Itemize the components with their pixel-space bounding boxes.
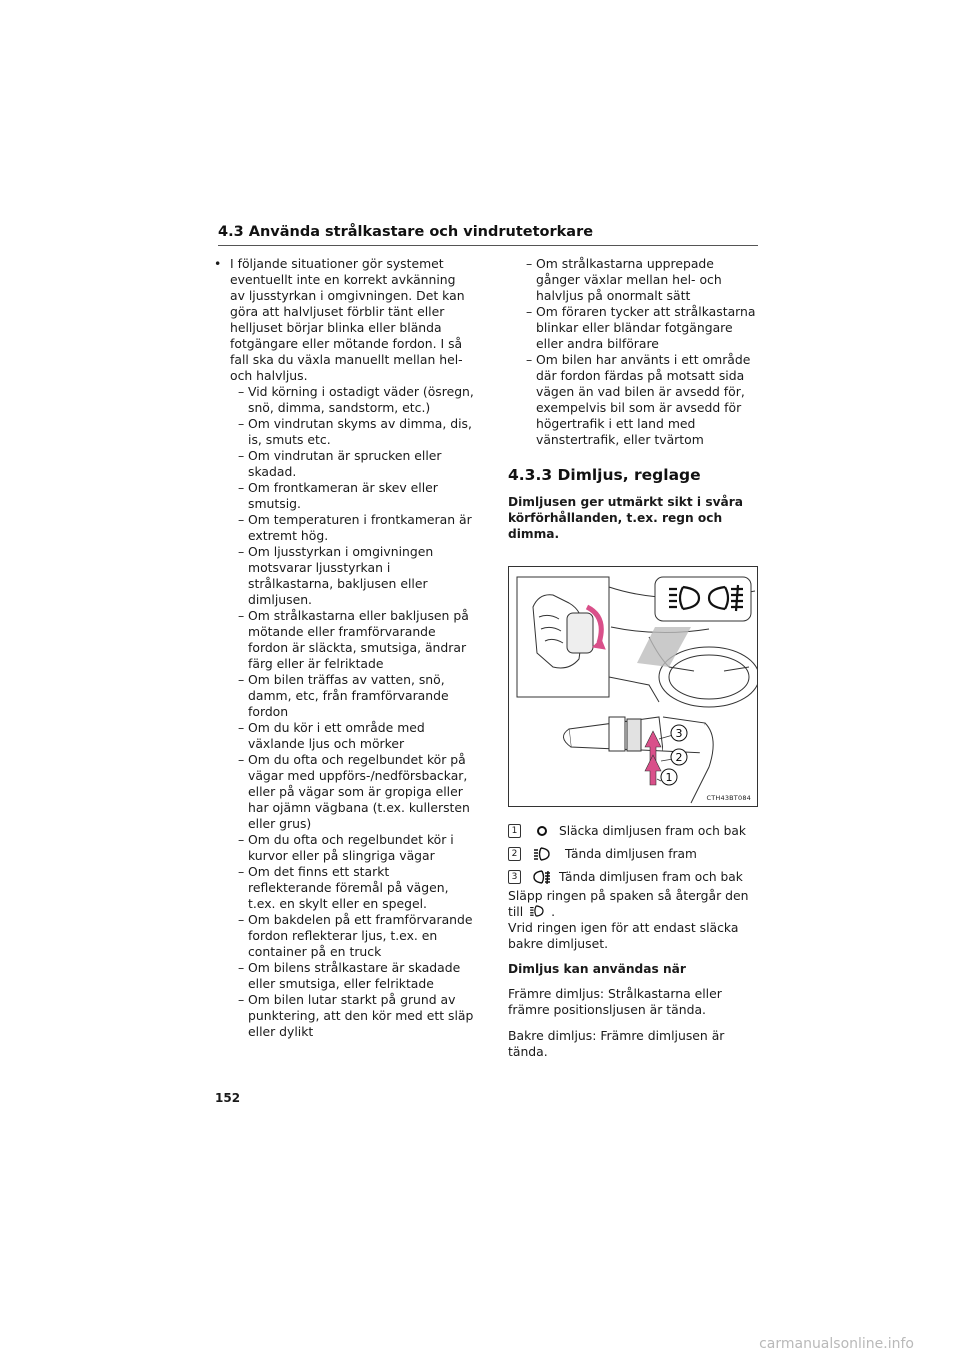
condition-item [212, 480, 474, 512]
condition-text: Om bilen lutar starkt på grund av punktering, att den kör med ett släp eller dylikt [248, 992, 474, 1039]
condition-item [212, 864, 474, 912]
watermark: carmanualsonline.info [759, 1336, 914, 1352]
stalk-detail [563, 717, 713, 803]
subsection-title: 4.3.3 Dimljus, reglage [508, 466, 701, 484]
dash-mark: – [526, 352, 533, 367]
rear-fog-usage: Bakre dimljus: Främre dimljusen är tända. [508, 1028, 725, 1059]
callout-1: 1 [665, 771, 673, 784]
switch-diagram-svg [509, 567, 757, 806]
page-number: 152 [215, 1091, 241, 1105]
condition-item [508, 256, 760, 304]
condition-item [508, 352, 760, 448]
condition-item [212, 544, 474, 608]
zoom-beam [637, 627, 691, 667]
dash-mark: – [238, 992, 245, 1007]
condition-text: Om du ofta och regelbundet kör i kurvor eller på slingriga vägar [248, 832, 454, 863]
dash-mark: – [238, 480, 245, 495]
turn-text: Vrid ringen igen för att endast släcka bakre dimljuset. [508, 920, 739, 951]
hand-inset [517, 577, 609, 697]
condition-item [212, 752, 474, 832]
condition-text: Om vindrutan skyms av dimma, dis, is, smuts etc. [248, 416, 472, 447]
condition-item [212, 448, 474, 480]
rear-fog-light-icon [533, 870, 551, 884]
front-fog-usage: Främre dimljus: Strålkastarna eller främre positionsljusen är tända. [508, 986, 722, 1017]
legend-text: Släcka dimljusen fram och bak [559, 823, 746, 838]
release-paragraph [508, 888, 760, 920]
dash-mark: – [238, 864, 245, 879]
dash-mark: – [238, 912, 245, 927]
condition-text: Om frontkameran är skev eller smutsig. [248, 480, 438, 511]
dash-mark: – [238, 448, 245, 463]
condition-list [212, 384, 474, 1040]
condition-item [212, 384, 474, 416]
legend-row-3 [508, 865, 760, 888]
condition-text: Om det finns ett starkt reflekterande föremål på vägen, t.ex. en skylt eller en spegel. [248, 864, 449, 911]
condition-item [212, 832, 474, 864]
legend-text: Tända dimljusen fram [565, 846, 697, 861]
condition-text: Om vindrutan är sprucken eller skadad. [248, 448, 442, 479]
condition-list-continued [508, 256, 760, 448]
condition-text: Om strålkastarna upprepade gånger växlar mellan hel- och halvljus på onormalt sätt [536, 256, 722, 303]
dash-mark: – [238, 720, 245, 735]
legend-number: 3 [508, 870, 521, 884]
dash-mark: – [238, 608, 245, 623]
legend-text: Tända dimljusen fram och bak [559, 869, 743, 884]
legend-row-2 [508, 842, 760, 865]
release-text: Släpp ringen på spaken så återgår den [508, 888, 749, 903]
condition-item [212, 672, 474, 720]
condition-item [212, 512, 474, 544]
condition-text: Om ljusstyrkan i omgivningen motsvarar ljusstyrkan i strålkastarna, bakljusen eller dimljusen. [248, 544, 434, 607]
condition-item [212, 912, 474, 960]
legend-number: 1 [508, 824, 521, 838]
condition-text: Om du kör i ett område med växlande ljus och mörker [248, 720, 425, 751]
condition-text: Om du ofta och regelbundet kör på vägar med uppförs-/nedförsbackar, eller på vägar som är gropiga eller har ojämn vägbana (t.ex. kullersten eller grus) [248, 752, 470, 831]
dash-mark: – [238, 960, 245, 975]
dash-mark: – [238, 384, 245, 399]
callout-3: 3 [675, 727, 683, 740]
right-column [508, 256, 760, 1060]
condition-item [212, 992, 474, 1040]
dash-mark: – [238, 752, 245, 767]
condition-item [212, 720, 474, 752]
dash-mark: – [238, 672, 245, 687]
release-text-till: till [508, 904, 524, 919]
dash-mark: – [238, 832, 245, 847]
condition-text: Om bakdelen på ett framförvarande fordon reflekterar ljus, t.ex. en container på en truck [248, 912, 473, 959]
condition-text: Om föraren tycker att strålkastarna blinkar eller bländar fotgängare eller andra bilförare [536, 304, 756, 351]
intro-bullet [212, 256, 474, 384]
condition-text: Om bilen träffas av vatten, snö, damm, etc, från framförvarande fordon [248, 672, 449, 719]
dash-mark: – [526, 304, 533, 319]
dash-mark: – [238, 544, 245, 559]
dash-mark: – [238, 512, 245, 527]
front-fog-light-icon [529, 905, 545, 917]
condition-text: Om bilens strålkastare är skadade eller smutsiga, eller felriktade [248, 960, 461, 991]
left-column [212, 256, 474, 1040]
callout-2: 2 [675, 751, 683, 764]
condition-item [212, 608, 474, 672]
section-title: 4.3 Använda strålkastare och vindrutetorkare [218, 224, 758, 246]
condition-text: Om bilen har använts i ett område där fordon färdas på motsatt sida vägen än vad bilen är avsedd för, exempelvis bil som är avsedd för högertrafik i ett land med vänstertrafik, eller tvärtom [536, 352, 751, 447]
lead-text: Dimljusen ger utmärkt sikt i svåra körförhållanden, t.ex. regn och dimma. [508, 495, 744, 541]
usage-heading: Dimljus kan användas när [508, 962, 686, 976]
dash-mark: – [526, 256, 533, 271]
figure-code: CTH43BT084 [706, 794, 751, 802]
condition-item [212, 416, 474, 448]
fog-light-switch-illustration [508, 566, 758, 807]
condition-item [508, 304, 760, 352]
condition-item [212, 960, 474, 992]
switch-position-legend [508, 819, 760, 888]
condition-text: Om temperaturen i frontkameran är extremt hög. [248, 512, 472, 543]
release-text-end: . [551, 904, 556, 919]
intro-bullet-text: I följande situationer gör systemet eventuellt inte en korrekt avkänning av ljusstyrkan i omgivningen. Det kan göra att halvljuset förblir tänt eller helljuset börjar blinka eller blända fotgängare eller mötande fordon. I så fall ska du växla manuellt mellan hel- och halvljus. [230, 256, 465, 383]
condition-text: Om strålkastarna eller bakljusen på mötande eller framförvarande fordon är släckta, smutsiga, ändrar färg eller är felriktade [248, 608, 469, 671]
symbol-box [655, 577, 751, 621]
condition-text: Vid körning i ostadigt väder (ösregn, snö, dimma, sandstorm, etc.) [248, 384, 474, 415]
off-dot-icon [533, 824, 551, 838]
front-fog-light-icon [533, 847, 551, 861]
bullet-mark: • [214, 256, 222, 271]
dash-mark: – [238, 416, 245, 431]
legend-row-1 [508, 819, 760, 842]
legend-number: 2 [508, 847, 521, 861]
